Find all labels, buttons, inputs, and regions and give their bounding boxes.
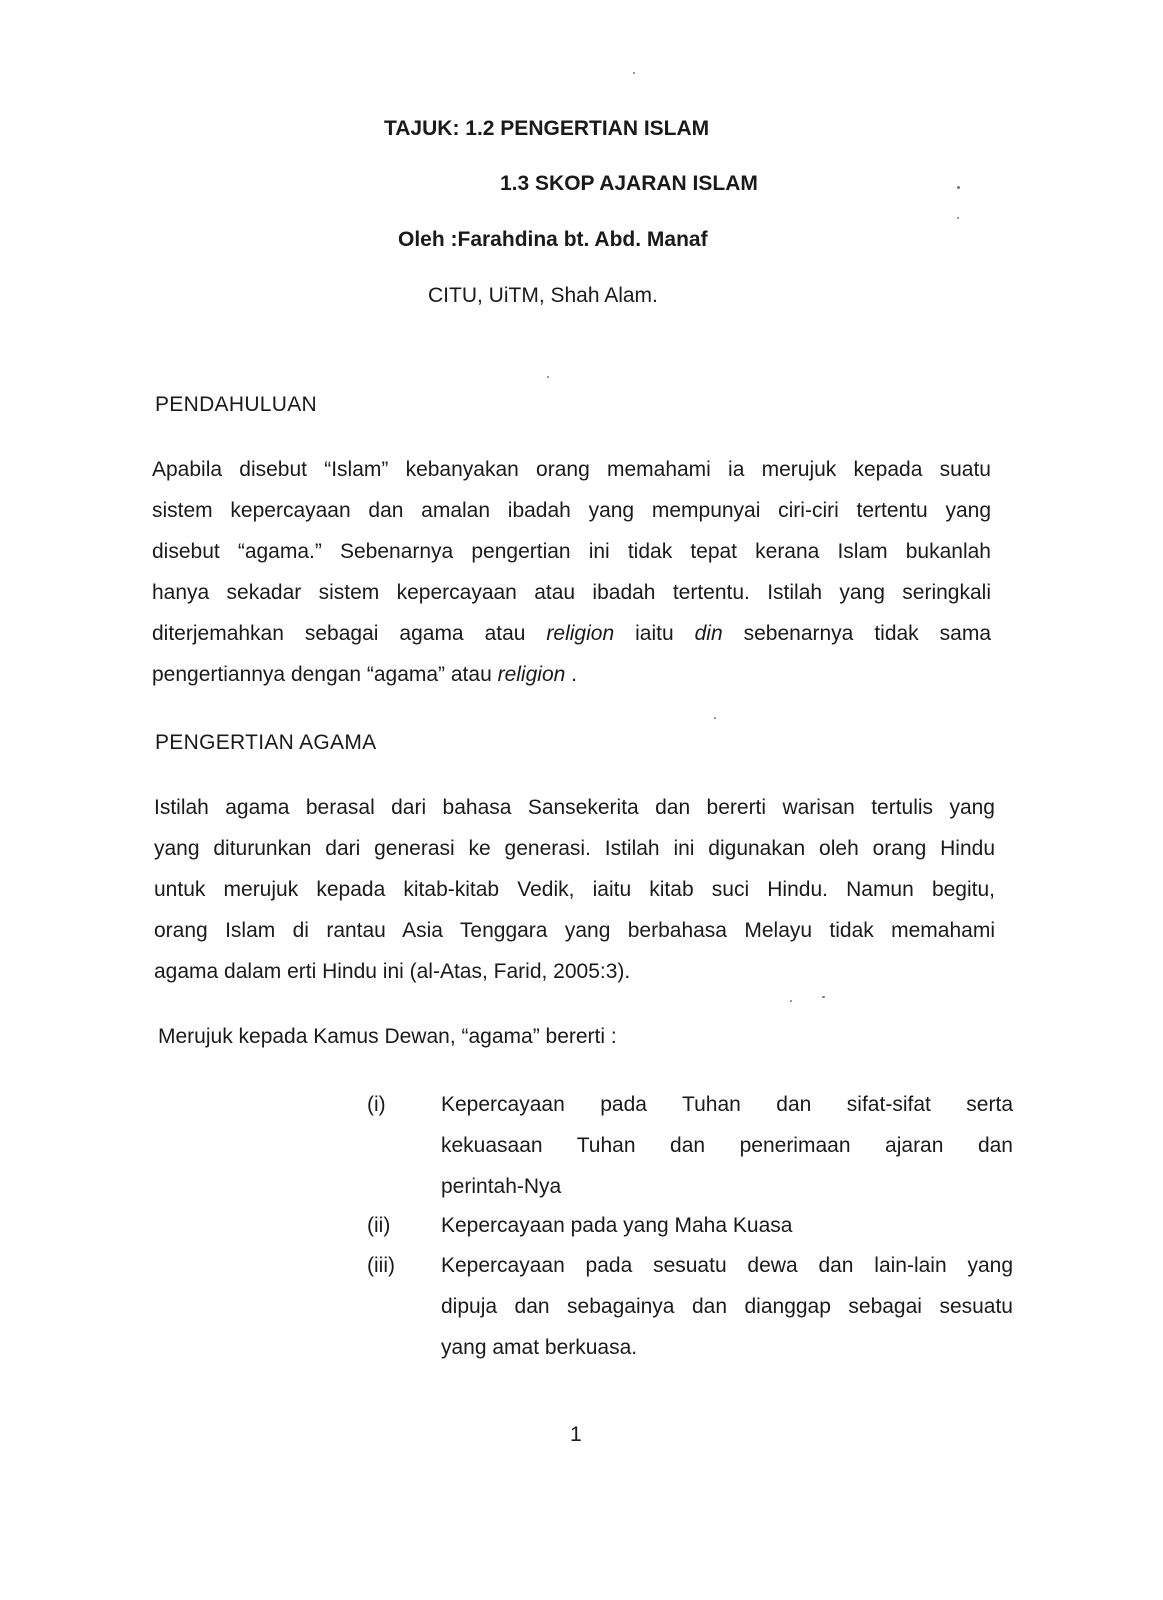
definition-text: [441, 1245, 1013, 1368]
text-segment: pengertiannya dengan “agama” atau: [152, 663, 498, 686]
list-number: (ii): [367, 1214, 391, 1237]
italic-term-religion: religion: [497, 663, 566, 686]
paragraph-line: orang Islam di rantau Asia Tenggara yang berbahasa Melayu tidak memahami: [154, 919, 995, 942]
definition-line: Kepercayaan pada sesuatu dewa dan lain-lain yang: [441, 1254, 1013, 1277]
definition-text: [441, 1084, 1013, 1207]
definition-line: Kepercayaan pada Tuhan dan sifat-sifat serta: [441, 1093, 1013, 1116]
section-heading-pengertian-agama: PENGERTIAN AGAMA: [155, 731, 377, 754]
text-segment: .: [565, 663, 577, 686]
author-line: Oleh :Farahdina bt. Abd. Manaf: [398, 228, 708, 251]
paragraph-line: Apabila disebut “Islam” kebanyakan orang memahami ia merujuk kepada suatu: [152, 458, 991, 481]
paragraph-line: untuk merujuk kepada kitab-kitab Vedik, iaitu kitab suci Hindu. Namun begitu,: [154, 878, 995, 901]
scan-speck: [714, 717, 716, 719]
definition-item-1: [367, 1084, 1017, 1207]
page-number: 1: [570, 1423, 582, 1446]
text-segment: iaitu: [614, 622, 695, 645]
definition-item-2: [367, 1205, 1017, 1246]
title-line-1: TAJUK: 1.2 PENGERTIAN ISLAM: [384, 117, 710, 140]
paragraph-line: hanya sekadar sistem kepercayaan atau ibadah tertentu. Istilah yang seringkali: [152, 581, 991, 604]
definition-line: dipuja dan sebagainya dan dianggap sebagai sesuatu: [441, 1295, 1013, 1318]
paragraph-pengertian-agama: [154, 787, 995, 992]
list-number: (i): [367, 1093, 386, 1116]
paragraph-line: yang diturunkan dari generasi ke generasi. Istilah ini digunakan oleh orang Hindu: [154, 837, 995, 860]
paragraph-pendahuluan: [152, 449, 991, 695]
italic-term-religion: religion: [546, 622, 615, 645]
affiliation-line: CITU, UiTM, Shah Alam.: [428, 284, 658, 307]
text-segment: sebenarnya tidak sama: [722, 622, 991, 645]
definition-line: perintah-Nya: [441, 1175, 562, 1198]
title-line-2: 1.3 SKOP AJARAN ISLAM: [500, 172, 758, 195]
text-segment: diterjemahkan sebagai agama atau: [152, 622, 547, 645]
section-heading-pendahuluan: PENDAHULUAN: [155, 393, 317, 416]
definition-line: Kepercayaan pada yang Maha Kuasa: [441, 1214, 793, 1237]
italic-term-din: din: [694, 622, 723, 645]
paragraph-line: [152, 654, 991, 695]
paragraph-line: sistem kepercayaan dan amalan ibadah yang mempunyai ciri-ciri tertentu yang: [152, 499, 991, 522]
definition-intro: Merujuk kepada Kamus Dewan, “agama” bererti :: [158, 1025, 617, 1048]
scan-speck: [957, 186, 960, 189]
scan-speck: [790, 1000, 792, 1002]
definition-line: yang amat berkuasa.: [441, 1336, 638, 1359]
definition-item-3: [367, 1245, 1017, 1368]
scan-speck: [547, 376, 549, 378]
scan-speck: [633, 72, 635, 74]
definition-text: [441, 1205, 1013, 1246]
definition-line: kekuasaan Tuhan dan penerimaan ajaran dan: [441, 1134, 1013, 1157]
paragraph-line: Istilah agama berasal dari bahasa Sansekerita dan bererti warisan tertulis yang: [154, 796, 995, 819]
list-number: (iii): [367, 1254, 395, 1277]
scan-speck: [822, 996, 825, 998]
paragraph-line: disebut “agama.” Sebenarnya pengertian ini tidak tepat kerana Islam bukanlah: [152, 540, 991, 563]
paragraph-line: agama dalam erti Hindu ini (al-Atas, Farid, 2005:3).: [154, 960, 631, 983]
scan-speck: [957, 217, 959, 219]
paragraph-line: [152, 613, 991, 654]
